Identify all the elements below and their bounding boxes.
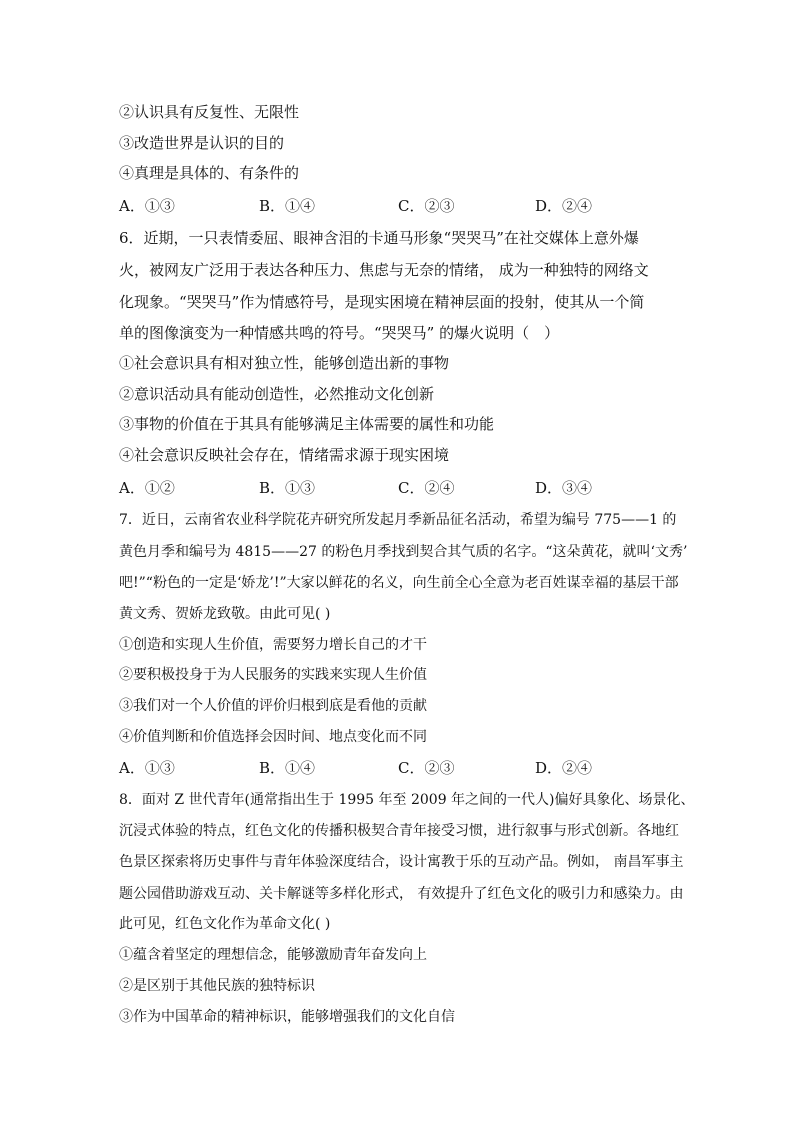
q6-option-d: D．③④ [535,479,593,497]
q6-stem-line: 单的图像演变为一种情感共鸣的符号。“哭哭马” 的爆火说明（ ） [119,324,560,342]
q8-stem-line: 色景区探索将历史事件与青年体验深度结合，设计寓教于乐的互动产品。例如， 南昌军事主 [119,854,684,870]
q5-option-a: A．①③ [119,197,175,215]
q6-stem-line: 火，被网友广泛用于表达各种压力、焦虑与无奈的情绪， 成为一种独特的网络文 [119,261,649,279]
q5-statement-4: ④真理是具体的、有条件的 [119,164,300,182]
q6-options [119,477,679,499]
q7-option-c: C．②③ [398,759,455,777]
q7-statement-2: ②要积极投身于为人民服务的实践来实现人生价值 [119,667,427,683]
q8-statement-3: ③作为中国革命的精神标识，能够增强我们的文化自信 [119,1009,455,1025]
q8-stem-line: 题公园借助游戏互动、关卡解谜等多样化形式， 有效提升了红色文化的吸引力和感染力。由 [119,886,684,902]
q7-stem-line: 黄文秀、贺娇龙致敬。由此可见( ) [119,606,331,622]
q5-statement-3: ③改造世界是认识的目的 [119,134,285,152]
q5-statement-2: ②认识具有反复性、无限性 [119,103,300,121]
q8-stem-line: 此可见，红色文化作为革命文化( ) [119,916,331,932]
q7-statement-4: ④价值判断和价值选择会因时间、地点变化而不同 [119,729,427,745]
q5-option-d: D．②④ [535,197,593,215]
q6-option-a: A．①② [119,479,175,497]
q6-option-b: B．①③ [259,479,316,497]
q5-option-b: B．①④ [259,197,316,215]
q8-statement-1: ①蕴含着坚定的理想信念，能够激励青年奋发向上 [119,947,427,963]
q7-stem-line: 吧!”“粉色的一定是‘娇龙’!”大家以鲜花的名义，向生前全心全意为老百姓谋幸福的基层干部 [119,575,679,591]
q6-option-c: C．②④ [398,479,455,497]
q7-options [119,757,679,779]
q5-options [119,195,679,217]
q7-option-d: D．②④ [535,759,593,777]
q7-stem-line: 7．近日，云南省农业科学院花卉研究所发起月季新品征名活动，希望为编号 775——1 的 [119,512,677,528]
q7-option-a: A．①③ [119,759,175,777]
q7-statement-3: ③我们对一个人价值的评价归根到底是看他的贡献 [119,698,427,714]
q7-stem-line: 黄色月季和编号为 4815——27 的粉色月季找到契合其气质的名字。“这朵黄花，就叫‘文秀’ [119,544,688,560]
q6-statement-1: ①社会意识具有相对独立性，能够创造出新的事物 [119,354,450,372]
q6-stem-line: 化现象。“哭哭马”作为情感符号，是现实困境在精神层面的投射，使其从一个简 [119,293,645,311]
q5-option-c: C．②③ [398,197,455,215]
q7-option-b: B．①④ [259,759,316,777]
q6-statement-3: ③事物的价值在于其具有能够满足主体需要的属性和功能 [119,415,495,433]
q8-stem-line: 8．面对 Z 世代青年(通常指出生于 1995 年至 2009 年之间的一代人)偏好具象化、场景化、 [119,792,695,808]
q6-stem-line: 6．近期，一只表情委屈、眼神含泪的卡通马形象“哭哭马”在社交媒体上意外爆 [119,229,639,247]
q8-stem-line: 沉浸式体验的特点，红色文化的传播积极契合青年接受习惯，进行叙事与形式创新。各地红 [119,823,679,839]
q7-statement-1: ①创造和实现人生价值，需要努力增长自己的才干 [119,637,427,653]
q6-statement-4: ④社会意识反映社会存在，情绪需求源于现实困境 [119,446,450,464]
q6-statement-2: ②意识活动具有能动创造性，必然推动文化创新 [119,385,435,403]
q8-statement-2: ②是区别于其他民族的独特标识 [119,978,315,994]
